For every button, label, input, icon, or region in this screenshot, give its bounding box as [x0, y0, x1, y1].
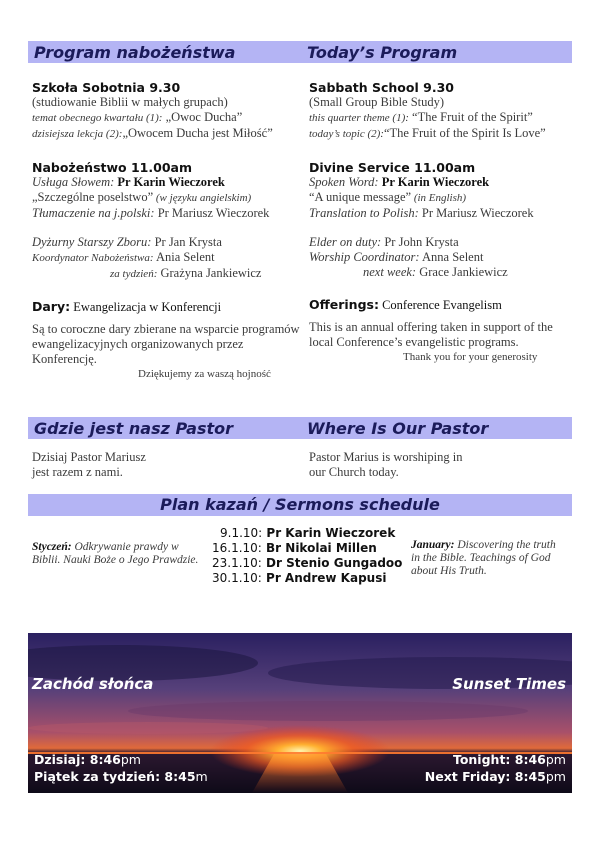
message-pl: „Szczególne poselstwo” (w języku angielskim) — [32, 190, 252, 204]
sermon-item: 23.1.10: Dr Stenio Gungadoo — [212, 556, 403, 570]
pastor-line1-pl: Dzisiaj Pastor Mariusz — [32, 450, 146, 464]
sermons-header-band — [28, 494, 572, 516]
sabbath-school-subtitle-en: (Small Group Bible Study) — [309, 95, 445, 109]
pastor-text-pl — [32, 450, 302, 480]
today-topic-pl: dzisiejsza lekcja (2):„Owocem Ducha jest Miłość” — [32, 126, 273, 140]
offerings-title-en: Offerings: Conference Evangelism — [309, 297, 502, 312]
sunset-next-pl: Piątek za tydzień: 8:45m — [34, 769, 208, 784]
message-en: “A unique message” (in English) — [309, 190, 467, 204]
sunset-panel — [28, 633, 572, 793]
quarter-theme-pl: temat obecnego kwartału (1): „Owoc Ducha” — [32, 110, 243, 124]
spoken-word-en: Spoken Word: Pr Karin Wieczorek — [309, 175, 490, 189]
next-week-en: next week: Grace Jankiewicz — [363, 265, 508, 279]
sunset-times-pl — [34, 751, 208, 785]
program-heading-pl: Program nabożeństwa — [34, 43, 236, 62]
translation-pl: Tłumaczenie na j.polski: Pr Mariusz Wieczorek — [32, 206, 270, 220]
today-topic-en: today’s topic (2):“The Fruit of the Spirit Is Love” — [309, 126, 546, 140]
sunset-today-en: Tonight: 8:46pm — [452, 752, 566, 767]
sabbath-school-subtitle-pl: (studiowanie Biblii w małych grupach) — [32, 95, 228, 109]
sabbath-school-title-en: Sabbath School 9.30 — [309, 80, 454, 95]
coordinator-pl: Koordynator Nabożeństwa: Ania Selent — [32, 250, 215, 264]
spoken-word-pl: Usługa Słowem: Pr Karin Wieczorek — [32, 175, 225, 189]
sermon-item: 9.1.10: Pr Karin Wieczorek — [220, 526, 396, 540]
pastor-line1-en: Pastor Marius is worshiping in — [309, 450, 463, 464]
sermons-month-en: January: Discovering the truth in the Bible. Teachings of God about His Truth. — [411, 539, 556, 577]
sunset-title-pl: Zachód słońca — [32, 675, 154, 693]
pastor-line2-pl: jest razem z nami. — [32, 465, 123, 479]
quarter-theme-en: this quarter theme (1): “The Fruit of the Spirit” — [309, 110, 533, 124]
next-week-pl: za tydzień: Grażyna Jankiewicz — [110, 266, 262, 280]
translation-en: Translation to Polish: Pr Mariusz Wieczorek — [309, 206, 534, 220]
sunset-today-pl: Dzisiaj: 8:46pm — [34, 752, 141, 767]
offerings-text-pl: Są to coroczne dary zbierane na wsparcie programów ewangelizacyjnych organizowanych przez Konferencję. — [32, 322, 300, 366]
divine-service-title-en: Divine Service 11.00am — [309, 160, 476, 175]
program-column-en — [309, 80, 571, 365]
sabbath-school-title-pl: Szkoła Sobotnia 9.30 — [32, 80, 181, 95]
offerings-text-en: This is an annual offering taken in support of the local Conference’s evangelistic programs. — [309, 320, 553, 349]
pastor-text-en — [309, 450, 571, 480]
program-header-band — [28, 41, 572, 63]
coordinator-en: Worship Coordinator: Anna Selent — [309, 250, 484, 264]
sermons-month-pl: Styczeń: Odkrywanie prawdy w Biblii. Nauki Boże o Jego Prawdzie. — [32, 541, 199, 566]
program-column-pl — [32, 80, 304, 382]
sermons-heading: Plan kazań / Sermons schedule — [160, 495, 440, 514]
offerings-title-pl: Dary: Ewangelizacja w Konferencji — [32, 299, 222, 314]
sermon-item: 16.1.10: Br Nikolai Millen — [212, 541, 377, 555]
elder-en: Elder on duty: Pr John Krysta — [309, 235, 459, 249]
sermon-item: 30.1.10: Pr Andrew Kapusi — [212, 571, 387, 585]
sermons-list — [212, 526, 402, 586]
pastor-header-band — [28, 417, 572, 439]
divine-service-title-pl: Nabożeństwo 11.00am — [32, 160, 192, 175]
sunset-times-en — [425, 751, 566, 785]
offerings-thanks-en: Thank you for your generosity — [403, 351, 538, 363]
sunset-next-en: Next Friday: 8:45pm — [424, 769, 566, 784]
pastor-heading-pl: Gdzie jest nasz Pastor — [34, 419, 234, 438]
pastor-line2-en: our Church today. — [309, 465, 399, 479]
offerings-thanks-pl: Dziękujemy za waszą hojność — [138, 368, 271, 380]
sunset-title-en: Sunset Times — [452, 675, 566, 693]
pastor-heading-en: Where Is Our Pastor — [307, 419, 489, 438]
program-heading-en: Today’s Program — [307, 43, 458, 62]
elder-pl: Dyżurny Starszy Zboru: Pr Jan Krysta — [32, 235, 222, 249]
